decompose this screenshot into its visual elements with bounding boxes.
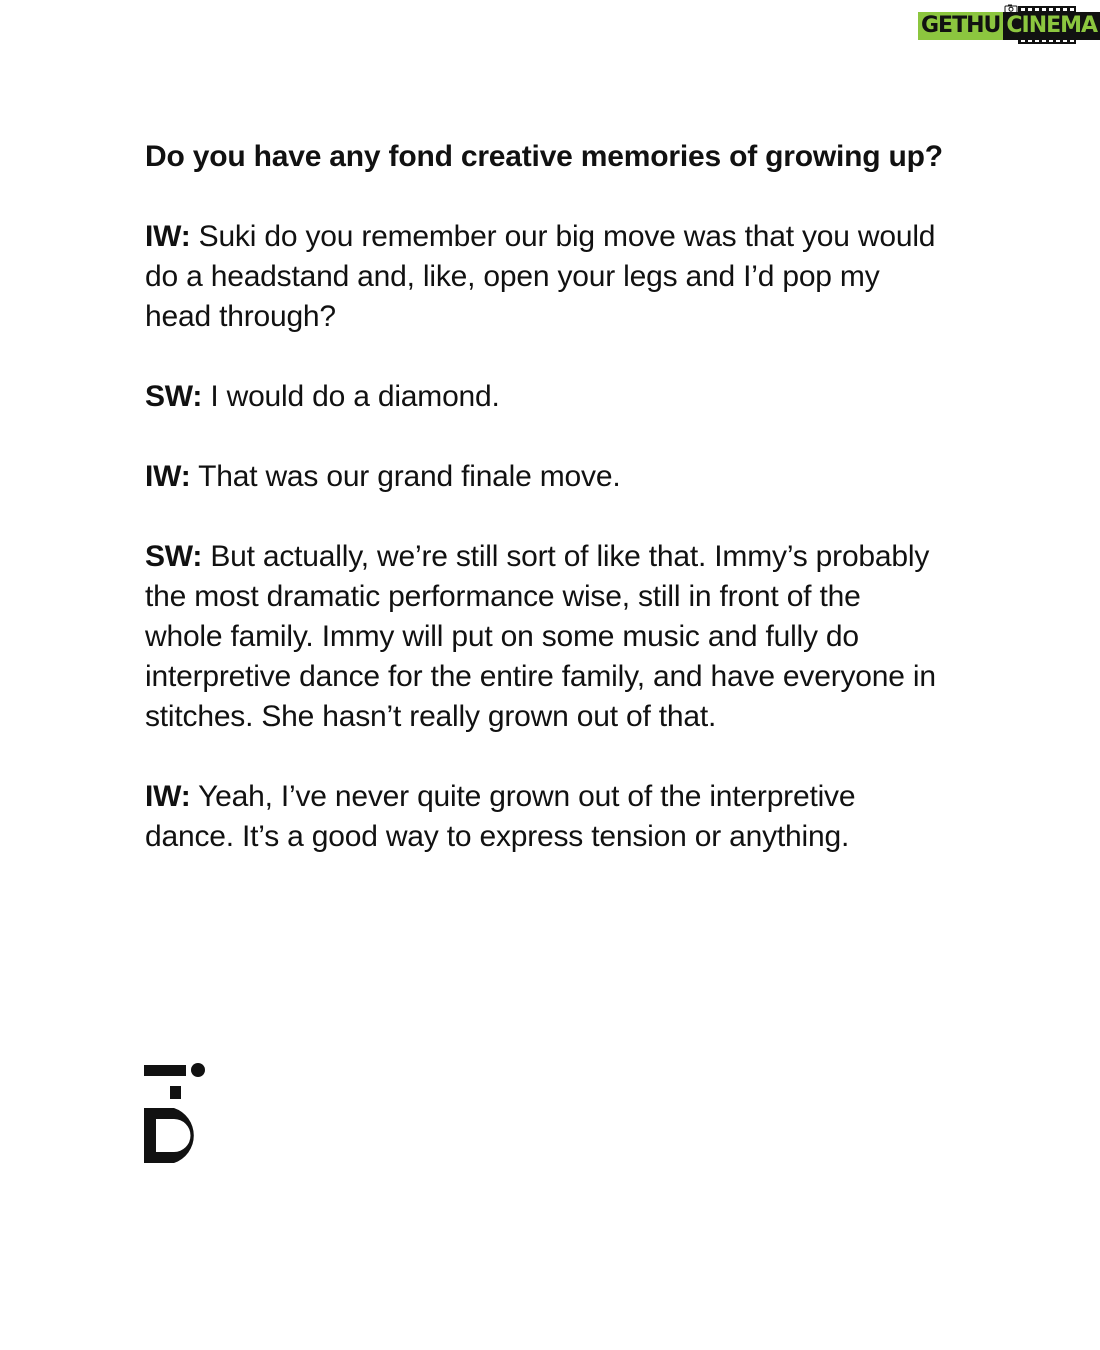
exchange-paragraph bbox=[145, 217, 945, 337]
exchange-text: I would do a diamond. bbox=[210, 380, 500, 413]
watermark-text bbox=[918, 12, 1100, 40]
speaker-label: IW: bbox=[145, 780, 191, 813]
speaker-label: IW: bbox=[145, 460, 191, 493]
exchange-text: That was our grand finale move. bbox=[198, 460, 621, 493]
speaker-label: SW: bbox=[145, 540, 203, 573]
watermark-text-gethu: GETHU bbox=[918, 12, 1003, 40]
speaker-label: SW: bbox=[145, 380, 203, 413]
watermark-text-cinema: CINEMA bbox=[1003, 12, 1100, 40]
speaker-label: IW: bbox=[145, 220, 191, 253]
exchange-paragraph bbox=[145, 537, 945, 737]
exchange-paragraph bbox=[145, 457, 945, 497]
gethu-cinema-watermark bbox=[918, 4, 1098, 44]
exchange-paragraph bbox=[145, 777, 945, 857]
exchange-paragraph bbox=[145, 377, 945, 417]
exchange-text: Yeah, I’ve never quite grown out of the interpretive dance. It’s a good way to express tension or anything. bbox=[145, 780, 856, 853]
i-d-logo-icon bbox=[144, 1062, 208, 1164]
interview-question: Do you have any fond creative memories of growing up? bbox=[145, 140, 943, 173]
exchange-text: Suki do you remember our big move was that you would do a headstand and, like, open your legs and I’d pop my head through? bbox=[145, 220, 936, 333]
interview-body bbox=[145, 137, 945, 897]
exchange-text: But actually, we’re still sort of like that. Immy’s probably the most dramatic performance wise, still in front of the whole family. Immy will put on some music and fully do interpretive dance for the entire family, and have everyone in stitches. She hasn’t really grown out of that. bbox=[145, 540, 936, 733]
